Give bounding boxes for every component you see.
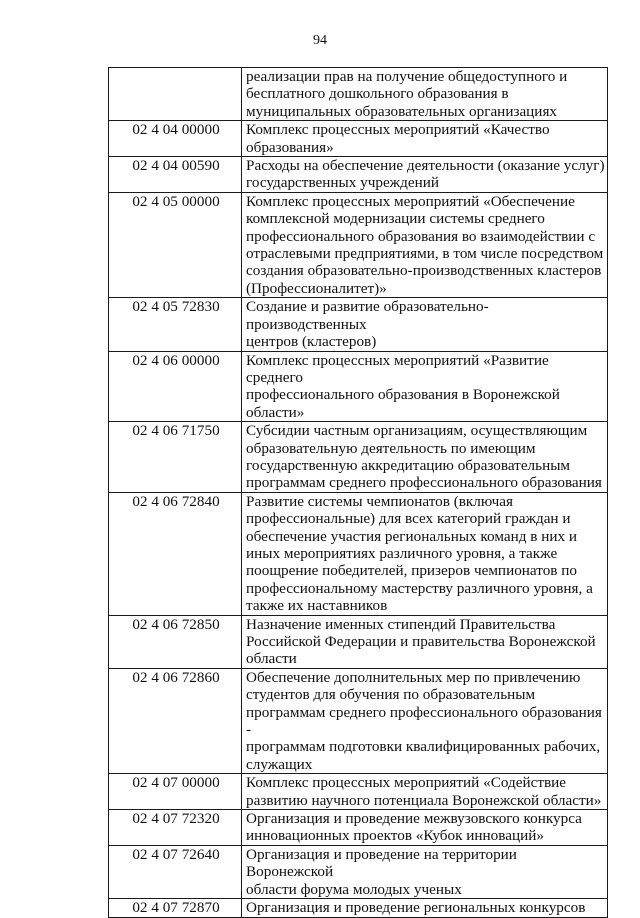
table-row xyxy=(109,351,608,422)
expense-description xyxy=(242,422,608,493)
expense-description xyxy=(242,492,608,615)
description-line: отраслевыми предприятиями, в том числе посредством xyxy=(246,245,604,263)
description-line: инновационных проектов «Кубок инноваций» xyxy=(246,827,544,845)
description-line: (Профессионалитет)» xyxy=(246,279,387,297)
table-row xyxy=(109,121,608,157)
description-line: области форума молодых ученых xyxy=(246,880,462,898)
classification-code: 02 4 06 71750 xyxy=(109,422,242,493)
budget-classification-table xyxy=(108,67,608,918)
classification-code: 02 4 05 00000 xyxy=(109,192,242,297)
description-line: Назначение именных стипендий Правительства xyxy=(246,615,556,633)
classification-code: 02 4 07 72870 xyxy=(109,899,242,917)
description-line: Развитие системы чемпионатов (включая xyxy=(246,492,514,510)
description-line: создания образовательно-производственных кластеров xyxy=(246,262,602,280)
classification-code: 02 4 06 72850 xyxy=(109,615,242,668)
description-line: Комплекс процессных мероприятий «Качество xyxy=(246,121,550,139)
description-line: области xyxy=(246,650,297,668)
description-line: образования» xyxy=(246,138,334,156)
description-line: также их наставников xyxy=(246,597,388,615)
description-line: программам среднего профессионального образования xyxy=(246,474,602,492)
classification-code: 02 4 06 00000 xyxy=(109,351,242,422)
description-line: служащих xyxy=(246,755,313,773)
description-line: центров (кластеров) xyxy=(246,333,377,351)
expense-description xyxy=(242,774,608,810)
expense-description xyxy=(242,351,608,422)
classification-code: 02 4 06 72840 xyxy=(109,492,242,615)
classification-code: 02 4 07 00000 xyxy=(109,774,242,810)
expense-description xyxy=(242,845,608,898)
description-line: области» xyxy=(246,403,305,421)
classification-code: 02 4 05 72830 xyxy=(109,298,242,351)
description-line: Комплекс процессных мероприятий «Обеспечение xyxy=(246,192,575,210)
expense-description xyxy=(242,615,608,668)
table-row xyxy=(109,492,608,615)
description-line: Комплекс процессных мероприятий «Содействие xyxy=(246,774,566,792)
classification-code: 02 4 04 00590 xyxy=(109,157,242,193)
expense-description xyxy=(242,68,608,121)
description-line: развитию научного потенциала Воронежской области» xyxy=(246,791,602,809)
table-row xyxy=(109,68,608,121)
description-line: комплексной модернизации системы среднего xyxy=(246,210,545,228)
description-line: Обеспечение дополнительных мер по привлечению xyxy=(246,668,581,686)
table-row xyxy=(109,668,608,773)
description-line: Российской Федерации и правительства Воронежской xyxy=(246,633,596,650)
expense-description xyxy=(242,192,608,297)
description-line: профессионального образования во взаимодействии с xyxy=(246,227,596,245)
description-line: Создание и развитие образовательно-производственных xyxy=(246,298,489,333)
table-row xyxy=(109,422,608,493)
description-line: реализации прав на получение общедоступного и xyxy=(246,68,568,85)
classification-code xyxy=(109,68,242,121)
description-line: Организация и проведение межвузовского конкурса xyxy=(246,810,582,828)
description-line: Расходы на обеспечение деятельности (оказание услуг) xyxy=(246,157,605,175)
table-row xyxy=(109,810,608,846)
classification-code: 02 4 06 72860 xyxy=(109,668,242,773)
description-line: муниципальных образовательных организациях xyxy=(246,102,558,120)
table-row xyxy=(109,192,608,297)
description-line: программам подготовки квалифицированных рабочих, xyxy=(246,738,601,756)
table-row xyxy=(109,298,608,351)
expense-description xyxy=(242,121,608,157)
description-line: поощрение победителей, призеров чемпионатов по xyxy=(246,562,577,580)
description-line: иных мероприятиях различного уровня, а также xyxy=(246,544,558,562)
expense-description xyxy=(242,668,608,773)
table-row xyxy=(109,157,608,193)
description-line: профессиональному мастерству различного уровня, а xyxy=(246,579,593,597)
expense-description xyxy=(242,298,608,351)
description-line: государственную аккредитацию образовательным xyxy=(246,456,571,474)
expense-description xyxy=(242,157,608,193)
expense-description xyxy=(242,810,608,846)
table-row xyxy=(109,774,608,810)
table-body xyxy=(109,68,608,918)
description-line: обеспечение участия региональных команд в них и xyxy=(246,527,577,545)
classification-code: 02 4 04 00000 xyxy=(109,121,242,157)
description-line: образовательную деятельность по имеющим xyxy=(246,439,536,457)
description-line: Субсидии частным организациям, осуществляющим xyxy=(246,422,588,440)
description-line: Организация и проведение региональных конкурсов xyxy=(246,899,586,917)
description-line: студентов для обучения по образовательным xyxy=(246,686,536,704)
description-line: программам среднего профессионального образования - xyxy=(246,703,602,739)
description-line: профессионального образования в Воронежской xyxy=(246,386,560,404)
description-line: Организация и проведение на территории Воронежской xyxy=(246,845,517,881)
classification-code: 02 4 07 72320 xyxy=(109,810,242,846)
page-number: 94 xyxy=(313,33,327,48)
description-line: профессиональные) для всех категорий граждан и xyxy=(246,510,571,528)
description-line: государственных учреждений xyxy=(246,174,440,192)
expense-description xyxy=(242,899,608,917)
description-line: бесплатного дошкольного образования в xyxy=(246,85,509,103)
classification-code: 02 4 07 72640 xyxy=(109,845,242,898)
table-row xyxy=(109,899,608,917)
table-row xyxy=(109,845,608,898)
table-row xyxy=(109,615,608,668)
description-line: Комплекс процессных мероприятий «Развитие среднего xyxy=(246,351,549,386)
